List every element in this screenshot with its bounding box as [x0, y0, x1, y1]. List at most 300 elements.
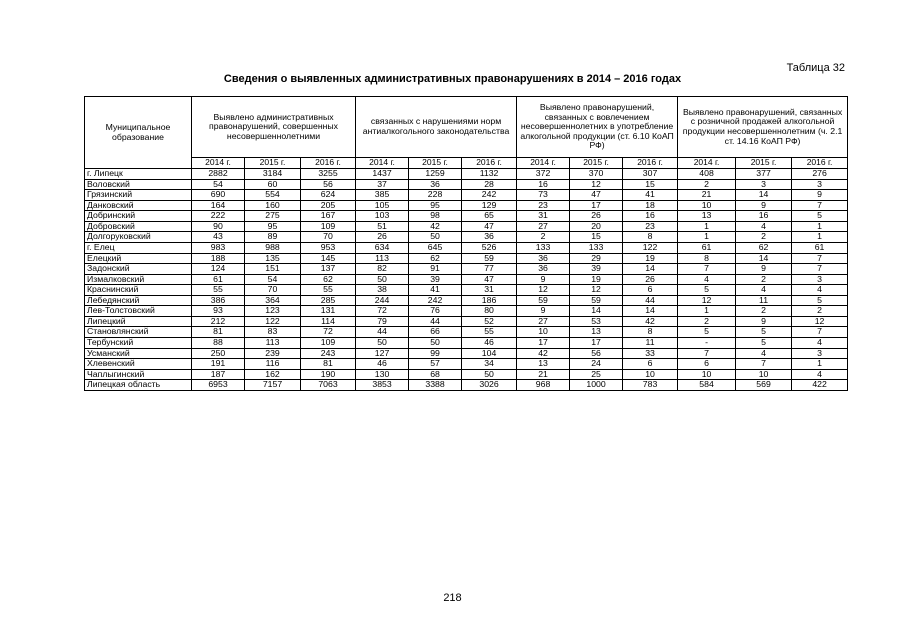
municipality-name: Елецкий — [85, 253, 192, 264]
municipality-name: Тербунский — [85, 338, 192, 349]
value-cell: 36 — [517, 253, 570, 264]
municipality-name: Усманский — [85, 348, 192, 359]
value-cell: 41 — [623, 190, 678, 201]
value-cell: 36 — [409, 179, 462, 190]
header-year: 2015 г. — [736, 158, 792, 169]
value-cell: 61 — [792, 242, 848, 253]
header-year: 2016 г. — [623, 158, 678, 169]
header-year: 2014 г. — [517, 158, 570, 169]
value-cell: 4 — [736, 221, 792, 232]
value-cell: 2 — [736, 306, 792, 317]
value-cell: 7 — [678, 264, 736, 275]
value-cell: 5 — [678, 327, 736, 338]
value-cell: 44 — [409, 316, 462, 327]
value-cell: 52 — [462, 316, 517, 327]
value-cell: 31 — [517, 211, 570, 222]
value-cell: 9 — [792, 190, 848, 201]
value-cell: 2 — [736, 232, 792, 243]
value-cell: 103 — [356, 211, 409, 222]
municipality-name: Задонский — [85, 264, 192, 275]
municipality-name: Лебедянский — [85, 295, 192, 306]
value-cell: 55 — [462, 327, 517, 338]
value-cell: 65 — [462, 211, 517, 222]
header-row-groups — [85, 97, 848, 158]
table-row — [85, 242, 848, 253]
value-cell: 7 — [792, 327, 848, 338]
municipality-name: Воловский — [85, 179, 192, 190]
value-cell: 11 — [623, 338, 678, 349]
value-cell: 162 — [245, 369, 301, 380]
value-cell: 13 — [570, 327, 623, 338]
value-cell: 5 — [792, 211, 848, 222]
value-cell: 1 — [678, 306, 736, 317]
value-cell: 70 — [301, 232, 356, 243]
value-cell: 6 — [678, 359, 736, 370]
value-cell: 47 — [462, 221, 517, 232]
value-cell: 2 — [678, 316, 736, 327]
municipality-name: Чаплыгинский — [85, 369, 192, 380]
value-cell: 554 — [245, 190, 301, 201]
value-cell: 114 — [301, 316, 356, 327]
value-cell: 205 — [301, 200, 356, 211]
value-cell: 4 — [678, 274, 736, 285]
value-cell: 38 — [356, 285, 409, 296]
value-cell: 151 — [245, 264, 301, 275]
page-number: 218 — [443, 592, 462, 604]
value-cell: 25 — [570, 369, 623, 380]
header-year: 2015 г. — [409, 158, 462, 169]
value-cell: 55 — [192, 285, 245, 296]
value-cell: 3026 — [462, 380, 517, 391]
value-cell: 50 — [462, 369, 517, 380]
value-cell: 186 — [462, 295, 517, 306]
value-cell: 77 — [462, 264, 517, 275]
value-cell: 4 — [736, 348, 792, 359]
value-cell: 243 — [301, 348, 356, 359]
value-cell: 2 — [517, 232, 570, 243]
value-cell: 95 — [409, 200, 462, 211]
value-cell: 6953 — [192, 380, 245, 391]
table-body — [85, 169, 848, 391]
value-cell: 10 — [517, 327, 570, 338]
document-title: Сведения о выявленных административных правонарушениях в 2014 – 2016 годах — [223, 73, 682, 85]
value-cell: 2 — [736, 274, 792, 285]
table-row — [85, 211, 848, 222]
value-cell: 10 — [678, 369, 736, 380]
value-cell: 55 — [301, 285, 356, 296]
municipality-name: Данковский — [85, 200, 192, 211]
value-cell: 62 — [301, 274, 356, 285]
municipality-name: Измалковский — [85, 274, 192, 285]
value-cell: 222 — [192, 211, 245, 222]
value-cell: 51 — [356, 221, 409, 232]
municipality-name: Хлевенский — [85, 359, 192, 370]
header-group-minors: Выявлено административных правонарушений, совершенных несовершеннолетними — [192, 97, 356, 158]
table-row — [85, 348, 848, 359]
value-cell: 37 — [356, 179, 409, 190]
value-cell: 7063 — [301, 380, 356, 391]
value-cell: 6 — [623, 359, 678, 370]
value-cell: 14 — [570, 306, 623, 317]
value-cell: 3853 — [356, 380, 409, 391]
value-cell: 7 — [736, 359, 792, 370]
value-cell: 27 — [517, 221, 570, 232]
value-cell: 23 — [517, 200, 570, 211]
value-cell: 95 — [245, 221, 301, 232]
municipality-name: Долгоруковский — [85, 232, 192, 243]
municipality-name: Грязинский — [85, 190, 192, 201]
table-row — [85, 200, 848, 211]
value-cell: 968 — [517, 380, 570, 391]
value-cell: 3 — [792, 274, 848, 285]
value-cell: 17 — [517, 338, 570, 349]
table-row — [85, 169, 848, 180]
value-cell: 4 — [736, 285, 792, 296]
value-cell: 80 — [462, 306, 517, 317]
value-cell: 29 — [570, 253, 623, 264]
header-year: 2016 г. — [792, 158, 848, 169]
value-cell: 7157 — [245, 380, 301, 391]
header-year: 2015 г. — [570, 158, 623, 169]
value-cell: 7 — [792, 253, 848, 264]
value-cell: 109 — [301, 338, 356, 349]
value-cell: 275 — [245, 211, 301, 222]
value-cell: 8 — [678, 253, 736, 264]
table-row — [85, 221, 848, 232]
value-cell: 26 — [570, 211, 623, 222]
value-cell: 113 — [356, 253, 409, 264]
value-cell: 5 — [736, 338, 792, 349]
value-cell: 145 — [301, 253, 356, 264]
value-cell: 56 — [301, 179, 356, 190]
value-cell: 61 — [678, 242, 736, 253]
value-cell: 9 — [736, 200, 792, 211]
value-cell: 88 — [192, 338, 245, 349]
value-cell: 3 — [792, 179, 848, 190]
value-cell: 526 — [462, 242, 517, 253]
value-cell: 15 — [623, 179, 678, 190]
value-cell: 73 — [517, 190, 570, 201]
value-cell: 93 — [192, 306, 245, 317]
value-cell: 81 — [192, 327, 245, 338]
value-cell: 39 — [409, 274, 462, 285]
value-cell: 4 — [792, 369, 848, 380]
value-cell: 90 — [192, 221, 245, 232]
value-cell: 2 — [792, 306, 848, 317]
table-row — [85, 327, 848, 338]
value-cell: 26 — [623, 274, 678, 285]
value-cell: 584 — [678, 380, 736, 391]
table-row — [85, 253, 848, 264]
value-cell: 188 — [192, 253, 245, 264]
value-cell: 228 — [409, 190, 462, 201]
value-cell: 34 — [462, 359, 517, 370]
value-cell: 783 — [623, 380, 678, 391]
header-row-years — [85, 158, 848, 169]
value-cell: 60 — [245, 179, 301, 190]
table-row — [85, 264, 848, 275]
value-cell: 386 — [192, 295, 245, 306]
value-cell: 130 — [356, 369, 409, 380]
value-cell: 1 — [792, 232, 848, 243]
value-cell: 9 — [736, 264, 792, 275]
value-cell: 42 — [517, 348, 570, 359]
value-cell: 36 — [462, 232, 517, 243]
value-cell: 12 — [517, 285, 570, 296]
table-row — [85, 338, 848, 349]
value-cell: 42 — [623, 316, 678, 327]
value-cell: 129 — [462, 200, 517, 211]
value-cell: 50 — [356, 338, 409, 349]
value-cell: 24 — [570, 359, 623, 370]
value-cell: 12 — [570, 179, 623, 190]
value-cell: 116 — [245, 359, 301, 370]
value-cell: 61 — [192, 274, 245, 285]
value-cell: 16 — [623, 211, 678, 222]
value-cell: 164 — [192, 200, 245, 211]
municipality-name: Липецкий — [85, 316, 192, 327]
municipality-name: Краснинский — [85, 285, 192, 296]
value-cell: 12 — [570, 285, 623, 296]
value-cell: 98 — [409, 211, 462, 222]
value-cell: 79 — [356, 316, 409, 327]
value-cell: 76 — [409, 306, 462, 317]
value-cell: 250 — [192, 348, 245, 359]
value-cell: 47 — [462, 274, 517, 285]
value-cell: 27 — [517, 316, 570, 327]
value-cell: 1 — [792, 359, 848, 370]
value-cell: 109 — [301, 221, 356, 232]
value-cell: 14 — [623, 264, 678, 275]
value-cell: 364 — [245, 295, 301, 306]
value-cell: 62 — [409, 253, 462, 264]
value-cell: 1437 — [356, 169, 409, 180]
value-cell: 5 — [792, 295, 848, 306]
value-cell: 187 — [192, 369, 245, 380]
value-cell: 137 — [301, 264, 356, 275]
value-cell: 44 — [356, 327, 409, 338]
value-cell: 7 — [792, 200, 848, 211]
value-cell: - — [678, 338, 736, 349]
header-municipality: Муниципальное образование — [85, 97, 192, 169]
municipality-name: Липецкая область — [85, 380, 192, 391]
municipality-name: г. Елец — [85, 242, 192, 253]
value-cell: 43 — [192, 232, 245, 243]
value-cell: 124 — [192, 264, 245, 275]
value-cell: 54 — [245, 274, 301, 285]
value-cell: 18 — [623, 200, 678, 211]
value-cell: 5 — [736, 327, 792, 338]
value-cell: 988 — [245, 242, 301, 253]
value-cell: 82 — [356, 264, 409, 275]
municipality-name: Становлянский — [85, 327, 192, 338]
value-cell: 122 — [623, 242, 678, 253]
value-cell: 385 — [356, 190, 409, 201]
value-cell: 54 — [192, 179, 245, 190]
value-cell: 105 — [356, 200, 409, 211]
value-cell: 285 — [301, 295, 356, 306]
value-cell: 66 — [409, 327, 462, 338]
value-cell: 72 — [356, 306, 409, 317]
municipality-name: Добровский — [85, 221, 192, 232]
header-group-retail: Выявлено правонарушений, связанных с розничной продажей алкогольной продукции несовершеннолетним (ч. 2.1 ст. 14.16 КоАП РФ) — [678, 97, 848, 158]
value-cell: 42 — [409, 221, 462, 232]
value-cell: 10 — [678, 200, 736, 211]
value-cell: 3 — [736, 179, 792, 190]
header-year: 2014 г. — [678, 158, 736, 169]
value-cell: 7 — [678, 348, 736, 359]
value-cell: 135 — [245, 253, 301, 264]
value-cell: 70 — [245, 285, 301, 296]
value-cell: 16 — [736, 211, 792, 222]
value-cell: 13 — [678, 211, 736, 222]
value-cell: 377 — [736, 169, 792, 180]
value-cell: 21 — [678, 190, 736, 201]
value-cell: 41 — [409, 285, 462, 296]
value-cell: 1259 — [409, 169, 462, 180]
value-cell: 59 — [570, 295, 623, 306]
value-cell: 83 — [245, 327, 301, 338]
value-cell: 1000 — [570, 380, 623, 391]
table-row — [85, 359, 848, 370]
value-cell: 953 — [301, 242, 356, 253]
value-cell: 89 — [245, 232, 301, 243]
header-group-antialcohol: связанных с нарушениями норм антиалкогольного законодательства — [356, 97, 517, 158]
value-cell: 104 — [462, 348, 517, 359]
header-year: 2016 г. — [301, 158, 356, 169]
header-year: 2016 г. — [462, 158, 517, 169]
value-cell: 11 — [736, 295, 792, 306]
value-cell: 133 — [570, 242, 623, 253]
value-cell: 160 — [245, 200, 301, 211]
value-cell: 372 — [517, 169, 570, 180]
value-cell: 131 — [301, 306, 356, 317]
value-cell: 645 — [409, 242, 462, 253]
municipality-name: г. Липецк — [85, 169, 192, 180]
table-row — [85, 232, 848, 243]
value-cell: 1132 — [462, 169, 517, 180]
value-cell: 57 — [409, 359, 462, 370]
value-cell: 44 — [623, 295, 678, 306]
value-cell: 23 — [623, 221, 678, 232]
table-number: Таблица 32 — [786, 62, 845, 74]
value-cell: 47 — [570, 190, 623, 201]
value-cell: 59 — [517, 295, 570, 306]
value-cell: 33 — [623, 348, 678, 359]
value-cell: 1 — [792, 221, 848, 232]
value-cell: 127 — [356, 348, 409, 359]
violations-table — [84, 96, 848, 391]
value-cell: 242 — [462, 190, 517, 201]
value-cell: 9 — [736, 316, 792, 327]
value-cell: 72 — [301, 327, 356, 338]
value-cell: 28 — [462, 179, 517, 190]
value-cell: 3184 — [245, 169, 301, 180]
value-cell: 307 — [623, 169, 678, 180]
table-row — [85, 274, 848, 285]
table-row — [85, 295, 848, 306]
value-cell: 191 — [192, 359, 245, 370]
value-cell: 14 — [623, 306, 678, 317]
value-cell: 12 — [678, 295, 736, 306]
municipality-name: Добринский — [85, 211, 192, 222]
value-cell: 81 — [301, 359, 356, 370]
value-cell: 1 — [678, 221, 736, 232]
value-cell: 167 — [301, 211, 356, 222]
value-cell: 50 — [409, 338, 462, 349]
value-cell: 5 — [678, 285, 736, 296]
value-cell: 91 — [409, 264, 462, 275]
header-year: 2014 г. — [192, 158, 245, 169]
value-cell: 62 — [736, 242, 792, 253]
value-cell: 16 — [517, 179, 570, 190]
value-cell: 17 — [570, 200, 623, 211]
value-cell: 26 — [356, 232, 409, 243]
value-cell: 2882 — [192, 169, 245, 180]
table-row — [85, 306, 848, 317]
value-cell: 14 — [736, 253, 792, 264]
value-cell: 99 — [409, 348, 462, 359]
value-cell: 59 — [462, 253, 517, 264]
value-cell: 9 — [517, 306, 570, 317]
value-cell: 46 — [356, 359, 409, 370]
value-cell: 3388 — [409, 380, 462, 391]
table-row — [85, 380, 848, 391]
value-cell: 20 — [570, 221, 623, 232]
value-cell: 68 — [409, 369, 462, 380]
header-group-involvement: Выявлено правонарушений, связанных с вовлечением несовершеннолетних в употребление алкогольной продукции (ст. 6.10 КоАП РФ) — [517, 97, 678, 158]
value-cell: 983 — [192, 242, 245, 253]
value-cell: 50 — [409, 232, 462, 243]
value-cell: 14 — [736, 190, 792, 201]
value-cell: 8 — [623, 327, 678, 338]
value-cell: 408 — [678, 169, 736, 180]
value-cell: 19 — [570, 274, 623, 285]
value-cell: 10 — [623, 369, 678, 380]
value-cell: 39 — [570, 264, 623, 275]
value-cell: 239 — [245, 348, 301, 359]
table-row — [85, 369, 848, 380]
value-cell: 15 — [570, 232, 623, 243]
value-cell: 624 — [301, 190, 356, 201]
table-row — [85, 190, 848, 201]
value-cell: 10 — [736, 369, 792, 380]
value-cell: 370 — [570, 169, 623, 180]
value-cell: 36 — [517, 264, 570, 275]
value-cell: 569 — [736, 380, 792, 391]
value-cell: 422 — [792, 380, 848, 391]
value-cell: 19 — [623, 253, 678, 264]
value-cell: 53 — [570, 316, 623, 327]
header-year: 2014 г. — [356, 158, 409, 169]
value-cell: 276 — [792, 169, 848, 180]
value-cell: 190 — [301, 369, 356, 380]
value-cell: 50 — [356, 274, 409, 285]
value-cell: 122 — [245, 316, 301, 327]
value-cell: 4 — [792, 338, 848, 349]
value-cell: 3255 — [301, 169, 356, 180]
value-cell: 123 — [245, 306, 301, 317]
value-cell: 244 — [356, 295, 409, 306]
value-cell: 12 — [792, 316, 848, 327]
table-row — [85, 285, 848, 296]
value-cell: 4 — [792, 285, 848, 296]
value-cell: 21 — [517, 369, 570, 380]
value-cell: 31 — [462, 285, 517, 296]
value-cell: 3 — [792, 348, 848, 359]
table-row — [85, 179, 848, 190]
value-cell: 56 — [570, 348, 623, 359]
